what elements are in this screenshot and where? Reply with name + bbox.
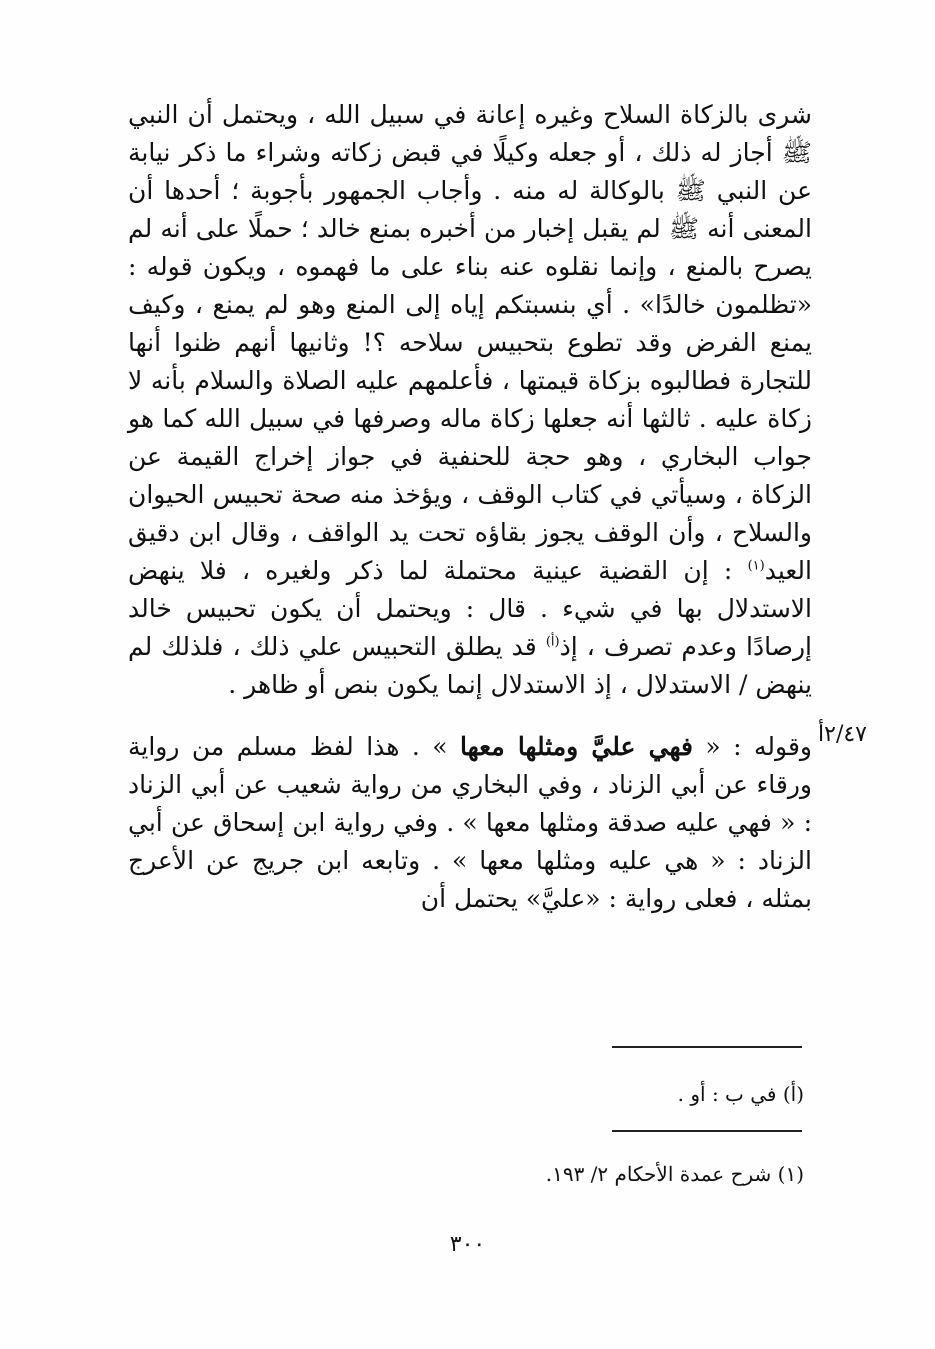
footnote-ref-a: (أ) xyxy=(545,634,560,650)
quoted-hadith: فهي عليَّ ومثلها معها xyxy=(460,732,693,761)
footnote-variant: (أ) في ب : أو . xyxy=(677,1082,804,1106)
footnote-divider-variants xyxy=(612,1046,802,1048)
main-text xyxy=(128,96,812,918)
footnote-divider-sources xyxy=(612,1130,802,1132)
folio-margin-note: ٢/٤٧أ xyxy=(818,722,867,747)
footnote-ref-1: (١) xyxy=(747,558,765,574)
paragraph-1-text: شرى بالزكاة السلاح وغيره إعانة في سبيل الله ، ويحتمل أن النبي ﷺ أجاز له ذلك ، أو جعله وكيلًا في قبض زكاته وشراء ما ذكر نيابة عن النبي ﷺ بالوكالة له منه . وأجاب الجمهور بأجوبة ؛ أحدها أن المعنى أنه ﷺ لم يقبل إخبار من أخبره بمنع خالد ؛ حملًا على أنه لم يصرح بالمنع ، وإنما نقلوه عنه بناء على ما فهموه ، ويكون قوله : «تظلمون خالدًا» . أي بنسبتكم إياه إلى المنع وهو لم يمنع ، وكيف يمنع الفرض وقد تطوع بتحبيس سلاحه ؟! وثانيها أنهم ظنوا أنها للتجارة فطالبوه بزكاة قيمتها ، فأعلمهم عليه الصلاة والسلام بأنه لا زكاة عليه . ثالثها أنه جعلها زكاة ماله وصرفها في سبيل الله كما هو جواب البخاري ، وهو حجة للحنفية في جواز إخراج القيمة عن الزكاة ، وسيأتي في كتاب الوقف ، ويؤخذ منه صحة تحبيس الحيوان والسلاح ، وأن الوقف يجوز بقاؤه تحت يد الواقف ، وقال ابن دقيق العيد xyxy=(128,100,812,585)
paragraph-2 xyxy=(128,728,812,918)
paragraph-2-text-a: وقوله : « xyxy=(692,732,812,761)
paragraph-2-text-b: » . هذا لفظ مسلم من رواية ورقاء عن أبي الزناد ، وفي البخاري من رواية شعيب عن أبي الزناد : « فهي عليه صدقة ومثلها معها » . وفي رواية ابن إسحاق عن أبي الزناد : « هي عليه ومثلها معها » . وتابعه ابن جريج عن الأعرج بمثله ، فعلى رواية : «عليَّ» يحتمل أن xyxy=(128,732,812,913)
paragraph-1 xyxy=(128,96,812,704)
page-number: ٣٠٠ xyxy=(449,1232,486,1257)
footnote-source: (١) شرح عمدة الأحكام ٢/ ١٩٣. xyxy=(545,1162,804,1186)
paragraph-1-text-b: : إن القضية عينية محتملة لما ذكر ولغيره ، فلا ينهض الاستدلال بها في شيء . قال : ويحتمل أن يكون تحبيس خالد إرصادًا وعدم تصرف ، إذ xyxy=(128,556,812,661)
paragraph-1-text-c: قد يطلق التحبيس علي ذلك ، فلذلك لم ينهض / الاستدلال ، إذ الاستدلال إنما يكون بنص أو ظاهر . xyxy=(128,632,812,699)
